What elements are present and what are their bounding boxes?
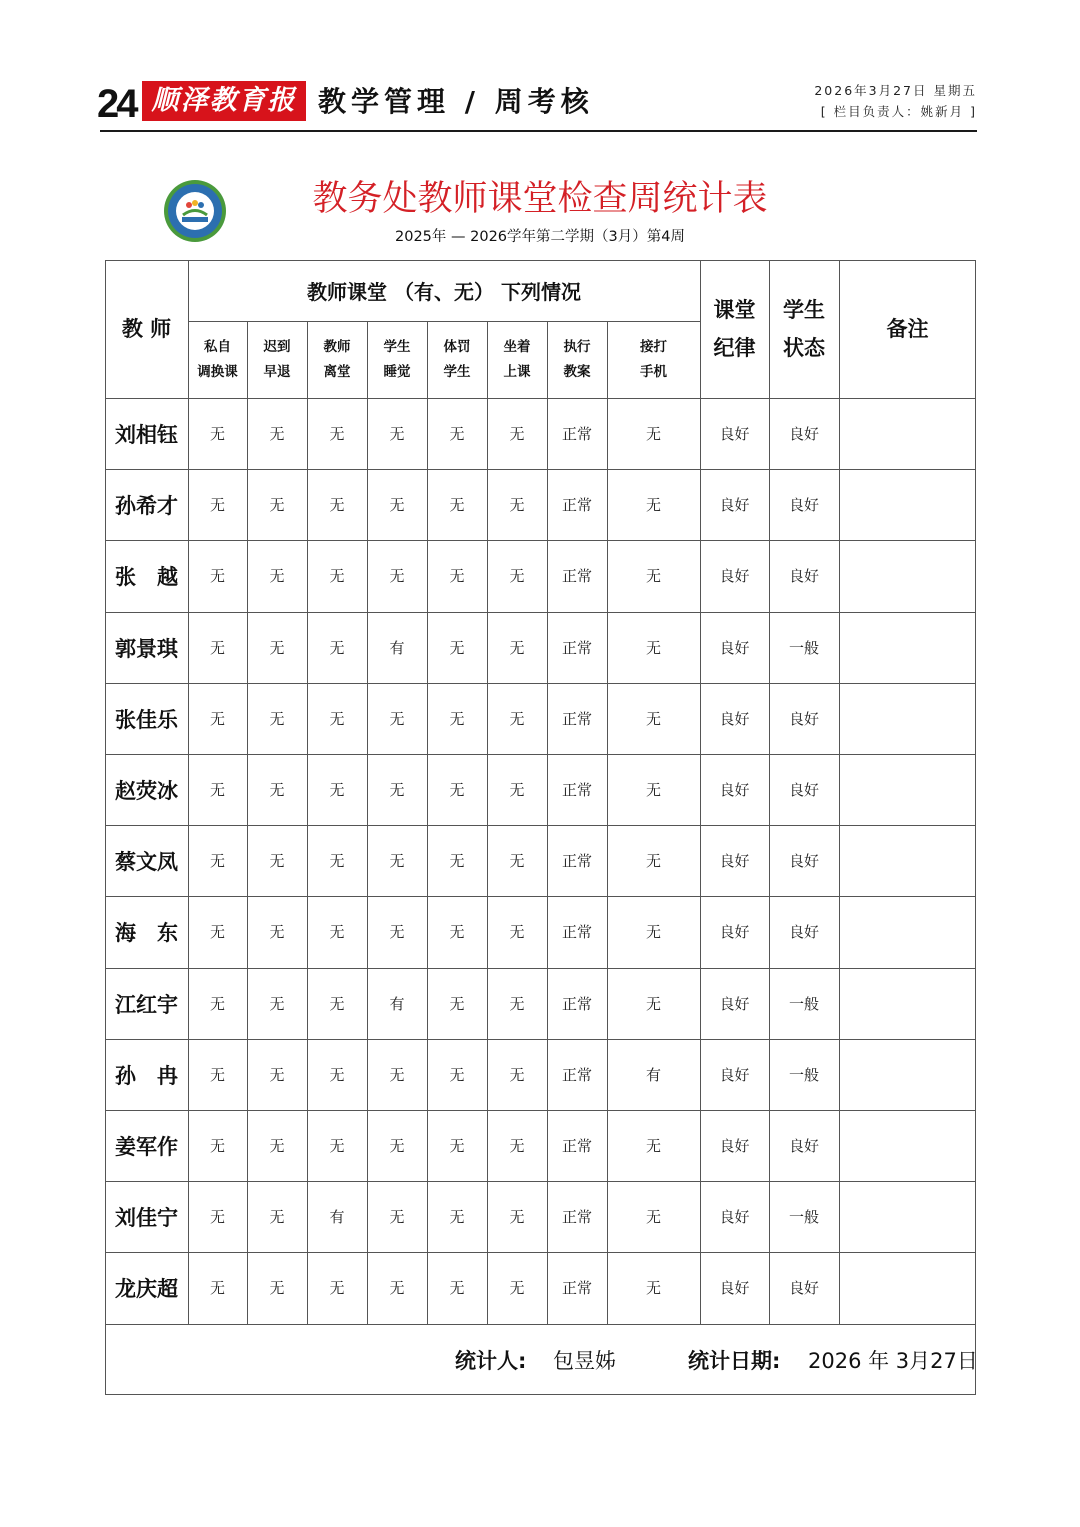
table-cell-value: 良好 bbox=[719, 496, 750, 514]
table-cell-value: 无 bbox=[209, 781, 225, 799]
student-status-column-header-line: 状态 bbox=[783, 336, 825, 360]
remark-cell bbox=[839, 1110, 976, 1181]
counter-label: 统计人: bbox=[455, 1348, 527, 1373]
table-cell-value: 良好 bbox=[719, 781, 750, 799]
table-cell-value: 无 bbox=[329, 852, 345, 870]
table-cell-value: 有 bbox=[329, 1208, 345, 1226]
table-cell-value: 无 bbox=[209, 1137, 225, 1155]
table-cell-value: 无 bbox=[389, 1208, 405, 1226]
table-cell-value: 无 bbox=[449, 496, 465, 514]
table-cell-value: 无 bbox=[389, 923, 405, 941]
table-cell-value: 一般 bbox=[788, 1066, 819, 1084]
table-cell-value: 无 bbox=[449, 1208, 465, 1226]
table-cell-value: 无 bbox=[209, 995, 225, 1013]
table-cell-value: 无 bbox=[389, 567, 405, 585]
table-cell-value: 无 bbox=[389, 496, 405, 514]
newspaper-masthead bbox=[97, 78, 977, 130]
sub-column-header-line: 私自 bbox=[204, 338, 231, 355]
table-cell-value: 无 bbox=[645, 1279, 661, 1297]
situation-group-header: 教师课堂 （有、无） 下列情况 bbox=[307, 280, 581, 304]
table-cell-value: 无 bbox=[329, 639, 345, 657]
teacher-name: 郭景琪 bbox=[115, 636, 178, 661]
sub-column-header-line: 学生 bbox=[383, 338, 411, 355]
table-cell-value: 无 bbox=[269, 639, 285, 657]
table-cell-value: 无 bbox=[449, 1066, 465, 1084]
table-cell-value: 良好 bbox=[719, 995, 750, 1013]
remark-cell bbox=[839, 540, 976, 611]
inspection-table bbox=[105, 260, 976, 1395]
table-cell-value: 良好 bbox=[788, 1279, 819, 1297]
counter-name: 包昱姊 bbox=[553, 1348, 616, 1373]
table-cell-value: 无 bbox=[449, 567, 465, 585]
sub-column-header-line: 教案 bbox=[563, 363, 591, 380]
remark-cell bbox=[839, 1181, 976, 1252]
sub-column-header-line: 离堂 bbox=[323, 363, 351, 380]
table-cell-value: 无 bbox=[509, 923, 525, 941]
teacher-name: 龙庆超 bbox=[115, 1276, 178, 1301]
report-title: 教务处教师课堂检查周统计表 bbox=[312, 179, 768, 219]
table-cell-value: 无 bbox=[509, 567, 525, 585]
sub-column-header-line: 睡觉 bbox=[383, 363, 411, 380]
teacher-name: 孙 冉 bbox=[115, 1063, 178, 1088]
table-cell-value: 无 bbox=[449, 425, 465, 443]
table-cell-value: 无 bbox=[389, 781, 405, 799]
table-cell-value: 无 bbox=[389, 1066, 405, 1084]
table-cell-value: 正常 bbox=[561, 1279, 592, 1297]
sub-column-header-line: 上课 bbox=[503, 363, 531, 380]
table-cell-value: 良好 bbox=[788, 852, 819, 870]
column-editor: [ 栏目负责人：姚新月 ] bbox=[820, 104, 977, 119]
table-cell-value: 无 bbox=[329, 1066, 345, 1084]
sub-column-header-line: 接打 bbox=[640, 338, 667, 355]
table-cell-value: 无 bbox=[449, 639, 465, 657]
table-cell-value: 无 bbox=[269, 496, 285, 514]
sub-column-header bbox=[367, 321, 427, 398]
table-cell-value: 无 bbox=[645, 1208, 661, 1226]
table-cell-value: 无 bbox=[509, 1208, 525, 1226]
sub-column-header-line: 学生 bbox=[443, 363, 471, 380]
table-cell-value: 无 bbox=[209, 425, 225, 443]
issue-date: 2026年3月27日 星期五 bbox=[814, 83, 977, 98]
table-cell-value: 正常 bbox=[561, 1208, 592, 1226]
table-cell-value: 正常 bbox=[561, 923, 592, 941]
table-cell-value: 无 bbox=[509, 710, 525, 728]
table-cell-value: 无 bbox=[269, 923, 285, 941]
stat-date-label: 统计日期: bbox=[688, 1348, 781, 1373]
table-cell-value: 一般 bbox=[788, 639, 819, 657]
table-cell-value: 无 bbox=[509, 781, 525, 799]
table-cell-value: 正常 bbox=[561, 639, 592, 657]
table-cell-value: 无 bbox=[509, 425, 525, 443]
sub-column-header bbox=[547, 321, 607, 398]
teacher-name: 赵荧冰 bbox=[115, 778, 178, 803]
teacher-name: 刘佳宁 bbox=[115, 1205, 178, 1230]
table-footer bbox=[105, 1324, 976, 1395]
table-cell-value: 无 bbox=[209, 852, 225, 870]
page-number: 24 bbox=[97, 82, 136, 126]
table-cell-value: 无 bbox=[269, 1208, 285, 1226]
table-cell-value: 无 bbox=[645, 781, 661, 799]
table-cell-value: 无 bbox=[209, 1279, 225, 1297]
table-cell-value: 无 bbox=[209, 1066, 225, 1084]
table-cell-value: 无 bbox=[449, 995, 465, 1013]
table-cell-value: 良好 bbox=[788, 710, 819, 728]
table-cell-value: 良好 bbox=[719, 852, 750, 870]
table-cell-value: 正常 bbox=[561, 710, 592, 728]
table-cell-value: 正常 bbox=[561, 781, 592, 799]
table-cell-value: 良好 bbox=[788, 781, 819, 799]
stat-date-value: 2026 年 3月27日 bbox=[808, 1348, 978, 1373]
table-cell-value: 无 bbox=[645, 923, 661, 941]
table-cell-value: 良好 bbox=[719, 1208, 750, 1226]
table-cell-value: 无 bbox=[389, 710, 405, 728]
teacher-name: 海 东 bbox=[115, 920, 178, 945]
sub-column-header bbox=[487, 321, 547, 398]
table-cell-value: 无 bbox=[509, 852, 525, 870]
teacher-name: 张佳乐 bbox=[115, 707, 178, 732]
table-cell-value: 无 bbox=[509, 1066, 525, 1084]
table-cell-value: 无 bbox=[269, 567, 285, 585]
table-cell-value: 无 bbox=[645, 852, 661, 870]
remark-cell bbox=[839, 754, 976, 825]
remark-cell bbox=[839, 398, 976, 469]
remark-cell bbox=[839, 683, 976, 754]
teacher-column-header: 教 师 bbox=[121, 317, 172, 341]
table-cell-value: 正常 bbox=[561, 995, 592, 1013]
sub-column-header-line: 早退 bbox=[263, 363, 291, 380]
table-cell-value: 良好 bbox=[788, 923, 819, 941]
table-cell-value: 良好 bbox=[788, 1137, 819, 1155]
remark-cell bbox=[839, 896, 976, 967]
table-cell-value: 正常 bbox=[561, 425, 592, 443]
table-cell-value: 无 bbox=[389, 1279, 405, 1297]
table-cell-value: 一般 bbox=[788, 995, 819, 1013]
table-cell-value: 无 bbox=[329, 1137, 345, 1155]
table-cell-value: 无 bbox=[269, 425, 285, 443]
table-cell-value: 无 bbox=[645, 425, 661, 443]
table-cell-value: 无 bbox=[329, 995, 345, 1013]
table-cell-value: 无 bbox=[389, 425, 405, 443]
table-cell-value: 无 bbox=[329, 425, 345, 443]
table-cell-value: 无 bbox=[449, 852, 465, 870]
sub-column-header-line: 坐着 bbox=[503, 338, 531, 355]
newspaper-brand: 顺泽教育报 bbox=[142, 81, 306, 121]
table-cell-value: 无 bbox=[209, 639, 225, 657]
table-cell-value: 无 bbox=[269, 995, 285, 1013]
masthead-divider bbox=[100, 130, 977, 132]
table-cell-value: 无 bbox=[209, 923, 225, 941]
table-cell-value: 良好 bbox=[719, 1066, 750, 1084]
sub-column-header bbox=[607, 321, 700, 398]
table-cell-value: 无 bbox=[509, 1137, 525, 1155]
sub-column-header bbox=[247, 321, 307, 398]
section-title: 教学管理 / 周考核 bbox=[318, 85, 594, 118]
sub-column-header-line: 迟到 bbox=[263, 338, 291, 355]
sub-column-header-line: 调换课 bbox=[197, 363, 238, 380]
table-cell-value: 一般 bbox=[788, 1208, 819, 1226]
table-cell-value: 无 bbox=[269, 1066, 285, 1084]
table-cell-value: 无 bbox=[509, 639, 525, 657]
table-cell-value: 无 bbox=[389, 852, 405, 870]
table-cell-value: 良好 bbox=[719, 710, 750, 728]
table-cell-value: 无 bbox=[509, 496, 525, 514]
table-cell-value: 良好 bbox=[788, 567, 819, 585]
table-cell-value: 无 bbox=[645, 567, 661, 585]
remark-cell bbox=[839, 612, 976, 683]
table-cell-value: 无 bbox=[269, 852, 285, 870]
table-cell-value: 无 bbox=[269, 1137, 285, 1155]
table-cell-value: 无 bbox=[269, 781, 285, 799]
sub-column-header-line: 教师 bbox=[323, 338, 351, 355]
table-cell-value: 无 bbox=[449, 923, 465, 941]
table-cell-value: 无 bbox=[449, 781, 465, 799]
table-cell-value: 无 bbox=[449, 1279, 465, 1297]
remark-column-header: 备注 bbox=[886, 317, 929, 341]
table-cell-value: 良好 bbox=[719, 1279, 750, 1297]
sub-column-header-line: 执行 bbox=[563, 338, 591, 355]
table-cell-value: 无 bbox=[645, 639, 661, 657]
table-cell-value: 无 bbox=[269, 710, 285, 728]
teacher-name: 刘相钰 bbox=[115, 422, 178, 447]
table-cell-value: 有 bbox=[389, 995, 405, 1013]
table-cell-value: 无 bbox=[269, 1279, 285, 1297]
table-cell-value: 良好 bbox=[719, 639, 750, 657]
table-cell-value: 无 bbox=[509, 1279, 525, 1297]
table-cell-value: 无 bbox=[209, 1208, 225, 1226]
table-cell-value: 无 bbox=[209, 496, 225, 514]
report-subtitle: 2025年 — 2026学年第二学期（3月）第4周 bbox=[395, 229, 685, 245]
table-cell-value: 无 bbox=[509, 995, 525, 1013]
sub-column-header bbox=[427, 321, 487, 398]
table-cell-value: 无 bbox=[645, 710, 661, 728]
teacher-name: 江红宇 bbox=[115, 992, 178, 1017]
table-cell-value: 无 bbox=[645, 1137, 661, 1155]
table-cell-value: 良好 bbox=[719, 425, 750, 443]
sub-column-header bbox=[188, 321, 247, 398]
teacher-name: 张 越 bbox=[115, 564, 178, 589]
teacher-name: 姜军作 bbox=[115, 1134, 178, 1159]
table-cell-value: 正常 bbox=[561, 496, 592, 514]
table-cell-value: 无 bbox=[329, 781, 345, 799]
table-cell-value: 无 bbox=[449, 710, 465, 728]
table-cell-value: 良好 bbox=[719, 567, 750, 585]
table-cell-value: 正常 bbox=[561, 1066, 592, 1084]
table-cell-value: 正常 bbox=[561, 852, 592, 870]
teacher-name: 蔡文凤 bbox=[115, 849, 178, 874]
table-cell-value: 正常 bbox=[561, 567, 592, 585]
table-cell-value: 正常 bbox=[561, 1137, 592, 1155]
table-cell-value: 良好 bbox=[719, 923, 750, 941]
table-cell-value: 良好 bbox=[719, 1137, 750, 1155]
remark-cell bbox=[839, 1039, 976, 1110]
sub-column-header-line: 体罚 bbox=[443, 338, 471, 355]
table-cell-value: 无 bbox=[209, 710, 225, 728]
remark-cell bbox=[839, 1252, 976, 1323]
table-cell-value: 无 bbox=[329, 710, 345, 728]
discipline-column-header-line: 课堂 bbox=[713, 298, 756, 322]
table-cell-value: 无 bbox=[645, 995, 661, 1013]
table-cell-value: 无 bbox=[329, 496, 345, 514]
table-cell-value: 无 bbox=[329, 1279, 345, 1297]
table-cell-value: 无 bbox=[209, 567, 225, 585]
table-cell-value: 无 bbox=[449, 1137, 465, 1155]
sub-column-header bbox=[307, 321, 367, 398]
table-cell-value: 无 bbox=[645, 496, 661, 514]
table-cell-value: 良好 bbox=[788, 496, 819, 514]
table-cell-value: 良好 bbox=[788, 425, 819, 443]
student-status-column-header-line: 学生 bbox=[783, 298, 825, 322]
sub-column-header-line: 手机 bbox=[640, 363, 667, 380]
table-cell-value: 有 bbox=[645, 1066, 661, 1084]
teacher-name: 孙希才 bbox=[115, 493, 178, 518]
table-cell-value: 无 bbox=[329, 567, 345, 585]
table-cell-value: 无 bbox=[329, 923, 345, 941]
remark-cell bbox=[839, 968, 976, 1039]
student-status-column-header bbox=[769, 260, 839, 398]
discipline-column-header bbox=[700, 260, 769, 398]
school-emblem-icon bbox=[162, 178, 228, 244]
remark-cell bbox=[839, 825, 976, 896]
table-cell-value: 有 bbox=[389, 639, 405, 657]
table-cell-value: 无 bbox=[389, 1137, 405, 1155]
remark-cell bbox=[839, 469, 976, 540]
discipline-column-header-line: 纪律 bbox=[713, 336, 756, 360]
